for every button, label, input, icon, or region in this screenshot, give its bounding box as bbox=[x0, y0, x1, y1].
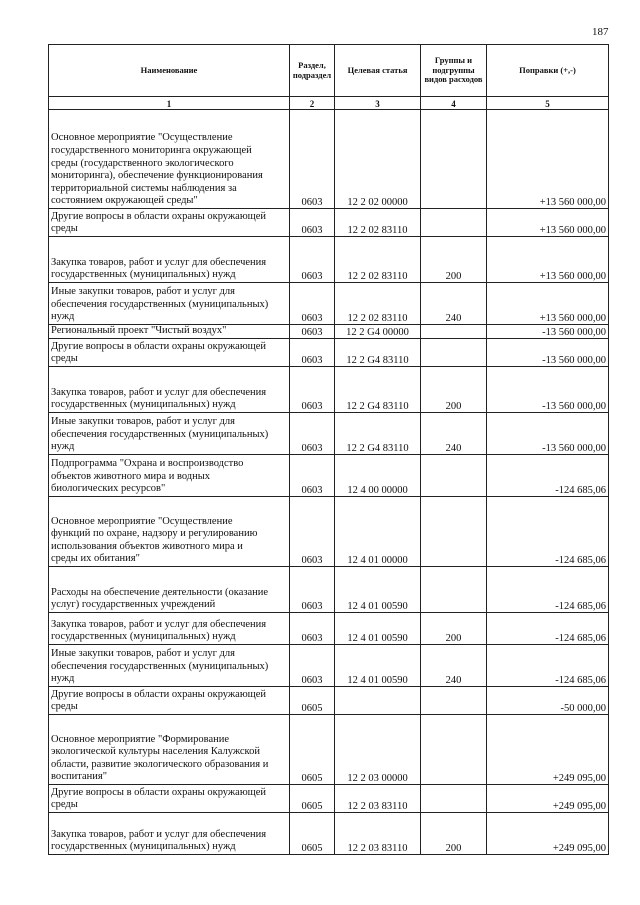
row-amount: -13 560 000,00 bbox=[487, 325, 609, 339]
row-target: 12 4 01 00590 bbox=[335, 613, 421, 645]
row-amount: -124 685,06 bbox=[487, 613, 609, 645]
row-group: 200 bbox=[421, 613, 487, 645]
table-row bbox=[49, 110, 609, 209]
row-group bbox=[421, 325, 487, 339]
row-name: Основное мероприятие "Осуществление функций по охране, надзору и регулированию использования объектов животного мира и среды их обитания" bbox=[49, 497, 290, 567]
table-row bbox=[49, 785, 609, 813]
budget-amendments-table bbox=[48, 44, 609, 855]
row-name: Закупка товаров, работ и услуг для обеспечения государственных (муниципальных) нужд bbox=[49, 237, 290, 283]
row-target: 12 2 03 83110 bbox=[335, 813, 421, 855]
row-group bbox=[421, 715, 487, 785]
row-name: Расходы на обеспечение деятельности (оказание услуг) государственных учреждений bbox=[49, 567, 290, 613]
row-group bbox=[421, 110, 487, 209]
row-name: Основное мероприятие "Осуществление государственного мониторинга окружающей среды (государственного экологического мониторинга), обеспечение функционирования территориальной системы наблюдения за состоянием окружающей среды" bbox=[49, 110, 290, 209]
row-name: Другие вопросы в области охраны окружающей среды bbox=[49, 339, 290, 367]
table-row bbox=[49, 613, 609, 645]
row-amount: +13 560 000,00 bbox=[487, 283, 609, 325]
row-name: Закупка товаров, работ и услуг для обеспечения государственных (муниципальных) нужд bbox=[49, 367, 290, 413]
table-row bbox=[49, 687, 609, 715]
row-name: Другие вопросы в области охраны окружающей среды bbox=[49, 687, 290, 715]
table-row bbox=[49, 367, 609, 413]
row-amount: -124 685,06 bbox=[487, 645, 609, 687]
row-name: Закупка товаров, работ и услуг для обеспечения государственных (муниципальных) нужд bbox=[49, 813, 290, 855]
row-group: 200 bbox=[421, 237, 487, 283]
header-groups: Группы и подгруппы видов расходов bbox=[421, 45, 487, 97]
row-section: 0605 bbox=[290, 687, 335, 715]
row-target: 12 2 02 00000 bbox=[335, 110, 421, 209]
header-amendments: Поправки (+,-) bbox=[487, 45, 609, 97]
row-name: Иные закупки товаров, работ и услуг для обеспечения государственных (муниципальных) нужд bbox=[49, 645, 290, 687]
row-section: 0603 bbox=[290, 110, 335, 209]
table-row bbox=[49, 715, 609, 785]
row-target: 12 4 01 00590 bbox=[335, 567, 421, 613]
row-name: Иные закупки товаров, работ и услуг для обеспечения государственных (муниципальных) нужд bbox=[49, 283, 290, 325]
row-section: 0605 bbox=[290, 813, 335, 855]
row-group: 200 bbox=[421, 367, 487, 413]
row-target: 12 2 G4 00000 bbox=[335, 325, 421, 339]
row-name: Закупка товаров, работ и услуг для обеспечения государственных (муниципальных) нужд bbox=[49, 613, 290, 645]
row-group bbox=[421, 497, 487, 567]
table-row bbox=[49, 455, 609, 497]
row-amount: +249 095,00 bbox=[487, 715, 609, 785]
row-amount: +249 095,00 bbox=[487, 813, 609, 855]
row-name: Другие вопросы в области охраны окружающей среды bbox=[49, 209, 290, 237]
row-name: Подпрограмма "Охрана и воспроизводство объектов животного мира и водных биологических ресурсов" bbox=[49, 455, 290, 497]
row-target: 12 4 01 00000 bbox=[335, 497, 421, 567]
row-amount: -124 685,06 bbox=[487, 455, 609, 497]
row-section: 0603 bbox=[290, 339, 335, 367]
row-group bbox=[421, 687, 487, 715]
table-body bbox=[49, 110, 609, 855]
row-target: 12 2 03 83110 bbox=[335, 785, 421, 813]
table-row bbox=[49, 209, 609, 237]
row-group bbox=[421, 567, 487, 613]
column-number: 4 bbox=[421, 97, 487, 110]
row-name: Региональный проект "Чистый воздух" bbox=[49, 325, 290, 339]
column-number: 1 bbox=[49, 97, 290, 110]
row-amount: -50 000,00 bbox=[487, 687, 609, 715]
row-section: 0603 bbox=[290, 613, 335, 645]
row-section: 0603 bbox=[290, 283, 335, 325]
row-amount: -13 560 000,00 bbox=[487, 413, 609, 455]
row-amount: -124 685,06 bbox=[487, 497, 609, 567]
row-group: 240 bbox=[421, 645, 487, 687]
row-amount: -13 560 000,00 bbox=[487, 367, 609, 413]
row-amount: +13 560 000,00 bbox=[487, 209, 609, 237]
row-section: 0603 bbox=[290, 209, 335, 237]
row-target: 12 2 03 00000 bbox=[335, 715, 421, 785]
table-row bbox=[49, 413, 609, 455]
row-amount: +249 095,00 bbox=[487, 785, 609, 813]
row-section: 0603 bbox=[290, 237, 335, 283]
row-amount: +13 560 000,00 bbox=[487, 110, 609, 209]
row-group: 240 bbox=[421, 283, 487, 325]
row-group: 200 bbox=[421, 813, 487, 855]
table-row bbox=[49, 325, 609, 339]
row-target: 12 2 02 83110 bbox=[335, 209, 421, 237]
column-number: 5 bbox=[487, 97, 609, 110]
table-row bbox=[49, 813, 609, 855]
row-target: 12 2 G4 83110 bbox=[335, 367, 421, 413]
table-row bbox=[49, 283, 609, 325]
header-name: Наименование bbox=[49, 45, 290, 97]
row-section: 0603 bbox=[290, 413, 335, 455]
table-row bbox=[49, 497, 609, 567]
row-name: Другие вопросы в области охраны окружающей среды bbox=[49, 785, 290, 813]
row-group bbox=[421, 785, 487, 813]
row-target: 12 2 02 83110 bbox=[335, 237, 421, 283]
row-name: Иные закупки товаров, работ и услуг для обеспечения государственных (муниципальных) нужд bbox=[49, 413, 290, 455]
row-target: 12 2 02 83110 bbox=[335, 283, 421, 325]
table-row bbox=[49, 237, 609, 283]
row-section: 0603 bbox=[290, 455, 335, 497]
table-row bbox=[49, 645, 609, 687]
row-section: 0603 bbox=[290, 325, 335, 339]
table-row bbox=[49, 567, 609, 613]
table-row bbox=[49, 339, 609, 367]
header-section: Раздел, подраздел bbox=[290, 45, 335, 97]
row-group bbox=[421, 339, 487, 367]
row-name: Основное мероприятие "Формирование экологической культуры населения Калужской области, развитие экологического образования и воспитания" bbox=[49, 715, 290, 785]
page-number: 187 bbox=[592, 26, 609, 38]
column-number: 2 bbox=[290, 97, 335, 110]
row-amount: -13 560 000,00 bbox=[487, 339, 609, 367]
row-group bbox=[421, 455, 487, 497]
row-target: 12 2 G4 83110 bbox=[335, 339, 421, 367]
row-section: 0605 bbox=[290, 785, 335, 813]
header-target: Целевая статья bbox=[335, 45, 421, 97]
row-section: 0605 bbox=[290, 715, 335, 785]
row-section: 0603 bbox=[290, 645, 335, 687]
header-row bbox=[49, 45, 609, 97]
row-section: 0603 bbox=[290, 497, 335, 567]
column-number: 3 bbox=[335, 97, 421, 110]
row-target bbox=[335, 687, 421, 715]
row-target: 12 2 G4 83110 bbox=[335, 413, 421, 455]
row-section: 0603 bbox=[290, 367, 335, 413]
column-number-row bbox=[49, 97, 609, 110]
row-group: 240 bbox=[421, 413, 487, 455]
row-amount: +13 560 000,00 bbox=[487, 237, 609, 283]
row-amount: -124 685,06 bbox=[487, 567, 609, 613]
row-group bbox=[421, 209, 487, 237]
row-target: 12 4 01 00590 bbox=[335, 645, 421, 687]
row-section: 0603 bbox=[290, 567, 335, 613]
row-target: 12 4 00 00000 bbox=[335, 455, 421, 497]
